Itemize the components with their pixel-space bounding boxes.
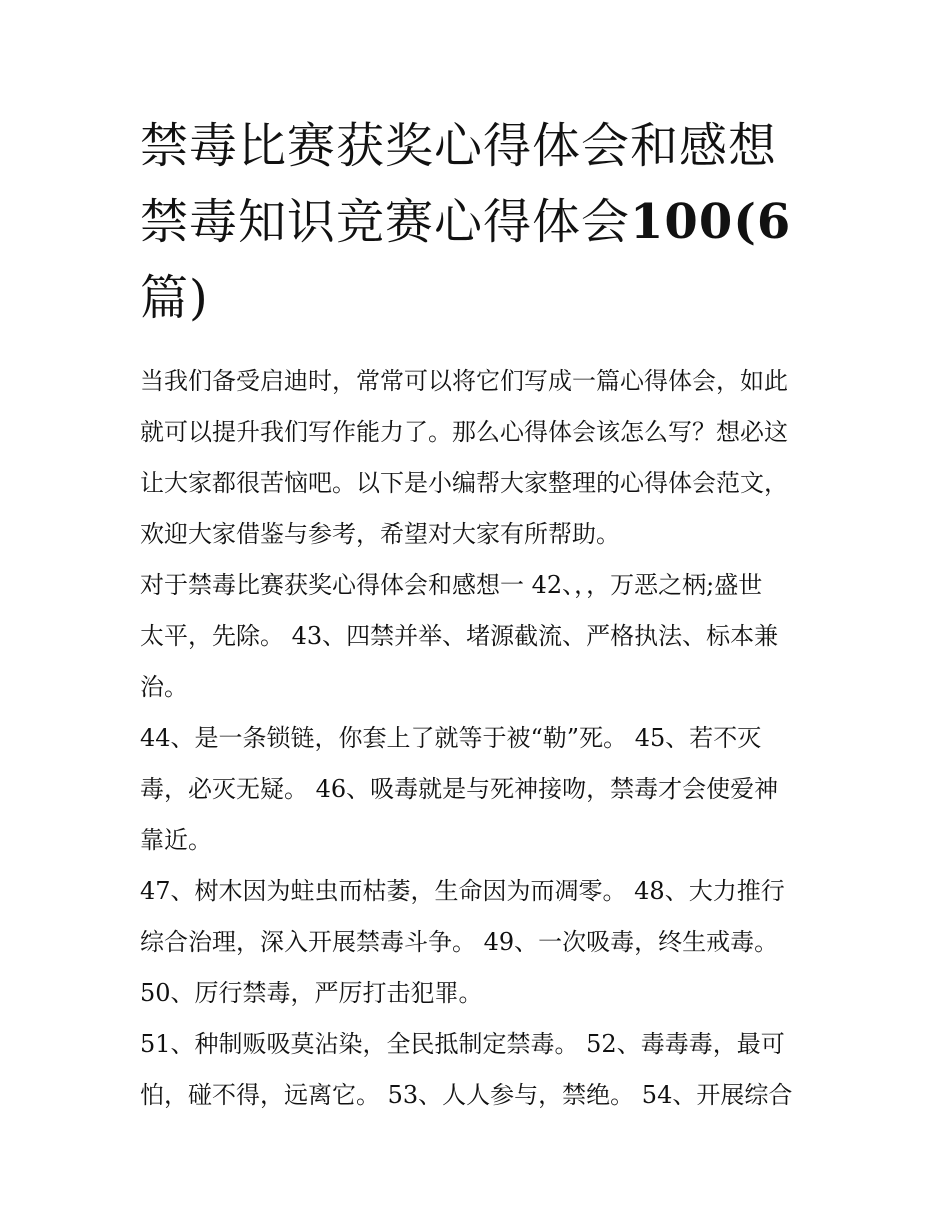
text-line: 当我们备受启迪时，常常可以将它们写成一篇心得体会，如此: [140, 367, 788, 395]
text-line: 欢迎大家借鉴与参考，希望对大家有所帮助。: [140, 520, 620, 548]
text-line: 毒，必灭无疑。 46、吸毒就是与死神接吻，禁毒才会使爱神: [140, 775, 779, 803]
title-line-text: 禁毒知识竞赛心得体会: [140, 194, 631, 250]
text-line: 综合治理，深入开展禁毒斗争。 49、一次吸毒，终生戒毒。: [140, 928, 779, 956]
body-paragraph: [140, 1019, 820, 1121]
title-line-number: 100(6: [630, 194, 792, 250]
document-content: [140, 108, 820, 1121]
text-line: 47、树木因为蛀虫而枯萎，生命因为而凋零。 48、大力推行: [140, 877, 785, 905]
title-line: [140, 184, 820, 260]
text-line: 50、厉行禁毒，严厉打击犯罪。: [140, 979, 483, 1007]
intro-paragraph: [140, 356, 820, 560]
text-line: 51、种制贩吸莫沾染，全民抵制定禁毒。 52、毒毒毒，最可: [140, 1030, 785, 1058]
text-line: 太平，先除。 43、四禁并举、堵源截流、严格执法、标本兼: [140, 622, 779, 650]
text-line: 治。: [140, 673, 188, 701]
text-line: 让大家都很苦恼吧。以下是小编帮大家整理的心得体会范文，: [140, 469, 788, 497]
text-line: 靠近。: [140, 826, 212, 854]
body-paragraph: [140, 866, 820, 1019]
body-paragraph: [140, 560, 820, 713]
title-line: 禁毒比赛获奖心得体会和感想: [140, 118, 778, 174]
title-line: 篇): [140, 270, 209, 326]
text-line: 对于禁毒比赛获奖心得体会和感想一 42、，，万恶之柄;盛世: [140, 571, 763, 599]
text-line: 就可以提升我们写作能力了。那么心得体会该怎么写？想必这: [140, 418, 788, 446]
body-paragraph: [140, 713, 820, 866]
document-title: [140, 108, 820, 336]
document-body: [140, 356, 820, 1121]
text-line: 怕，碰不得，远离它。 53、人人参与，禁绝。 54、开展综合: [140, 1081, 793, 1109]
text-line: 44、是一条锁链，你套上了就等于被“勒”死。 45、若不灭: [140, 724, 762, 752]
